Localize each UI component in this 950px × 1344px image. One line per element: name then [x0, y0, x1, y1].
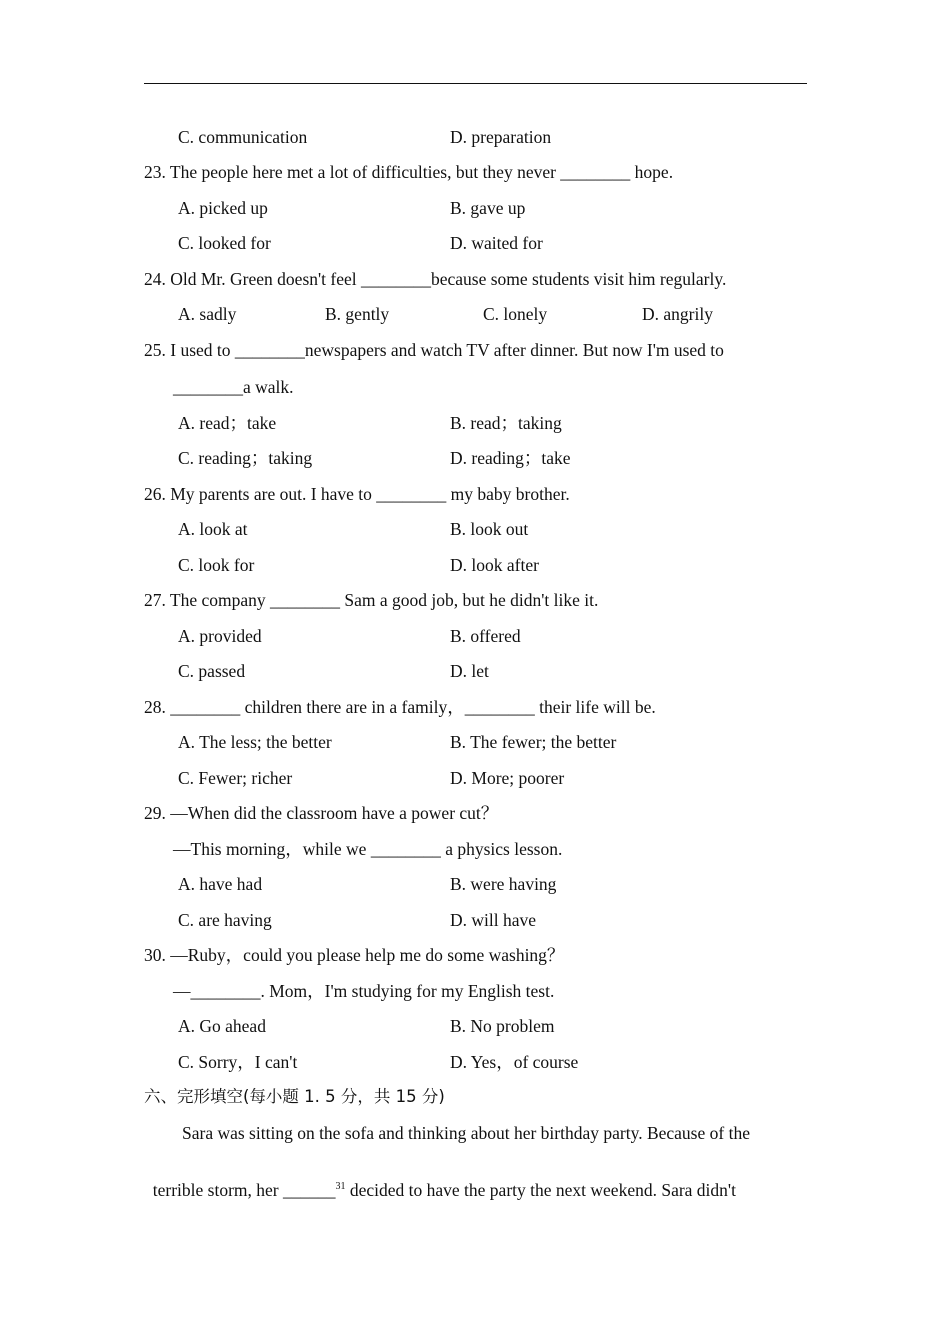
q23-option-a: A. picked up — [178, 198, 268, 218]
passage-line-2-end: decided to have the party the next weekend. Sara didn't — [345, 1180, 736, 1200]
q26-option-d: D. look after — [450, 555, 539, 575]
q27-stem: 27. The company ________ Sam a good job, but he didn't like it. — [144, 590, 599, 610]
q25-option-d: D. reading；take — [450, 448, 571, 468]
passage-line-1: Sara was sitting on the sofa and thinking about her birthday party. Because of the — [182, 1123, 750, 1143]
q26-option-b: B. look out — [450, 519, 529, 539]
q24-stem: 24. Old Mr. Green doesn't feel ________because some students visit him regularly. — [144, 269, 727, 289]
q22-option-d: D. preparation — [450, 127, 552, 147]
q24-option-d: D. angrily — [642, 304, 713, 324]
q28-option-a: A. The less; the better — [178, 732, 332, 752]
header-rule — [144, 83, 807, 84]
q27-option-c: C. passed — [178, 661, 246, 681]
q30-stem-line1: 30. —Ruby，could you please help me do some washing？ — [144, 945, 565, 965]
q28-stem: 28. ________ children there are in a family，________ their life will be. — [144, 697, 656, 717]
q28-option-b: B. The fewer; the better — [450, 732, 617, 752]
blank-number: 31 — [335, 1181, 346, 1193]
q30-option-a: A. Go ahead — [178, 1016, 266, 1036]
q25-stem-line1: 25. I used to ________newspapers and watch TV after dinner. But now I'm used to — [144, 340, 724, 360]
q30-stem-line2: —________. Mom，I'm studying for my English test. — [173, 981, 555, 1001]
q23-option-d: D. waited for — [450, 233, 543, 253]
q29-stem-line2: —This morning，while we ________ a physics lesson. — [173, 839, 563, 859]
q25-option-a: A. read；take — [178, 413, 277, 433]
q27-option-d: D. let — [450, 661, 489, 681]
q29-option-d: D. will have — [450, 910, 537, 930]
q25-option-c: C. reading；taking — [178, 448, 313, 468]
q27-option-a: A. provided — [178, 626, 262, 646]
q26-option-c: C. look for — [178, 555, 255, 575]
q23-option-b: B. gave up — [450, 198, 526, 218]
q24-option-b: B. gently — [325, 304, 390, 324]
q29-option-b: B. were having — [450, 874, 557, 894]
q22-option-c: C. communication — [178, 127, 308, 147]
q29-option-a: A. have had — [178, 874, 263, 894]
passage-line-2 — [144, 1160, 736, 1200]
q23-stem: 23. The people here met a lot of difficulties, but they never ________ hope. — [144, 162, 674, 182]
q26-stem: 26. My parents are out. I have to ________ my baby brother. — [144, 484, 570, 504]
passage-line-2-start: terrible storm, her ______ — [152, 1180, 336, 1200]
q29-option-c: C. are having — [178, 910, 272, 930]
q23-option-c: C. looked for — [178, 233, 271, 253]
q25-option-b: B. read；taking — [450, 413, 562, 433]
q26-option-a: A. look at — [178, 519, 248, 539]
q24-option-a: A. sadly — [178, 304, 237, 324]
q28-option-c: C. Fewer; richer — [178, 768, 293, 788]
q30-option-d: D. Yes，of course — [450, 1052, 579, 1072]
q28-option-d: D. More; poorer — [450, 768, 565, 788]
q30-option-c: C. Sorry，I can't — [178, 1052, 298, 1072]
q25-stem-line2: ________a walk. — [173, 377, 294, 397]
q27-option-b: B. offered — [450, 626, 521, 646]
q24-option-c: C. lonely — [483, 304, 548, 324]
section-heading: 六、完形填空(每小题 1. 5 分，共 15 分) — [144, 1087, 445, 1106]
q30-option-b: B. No problem — [450, 1016, 555, 1036]
q29-stem-line1: 29. —When did the classroom have a power cut？ — [144, 803, 499, 823]
